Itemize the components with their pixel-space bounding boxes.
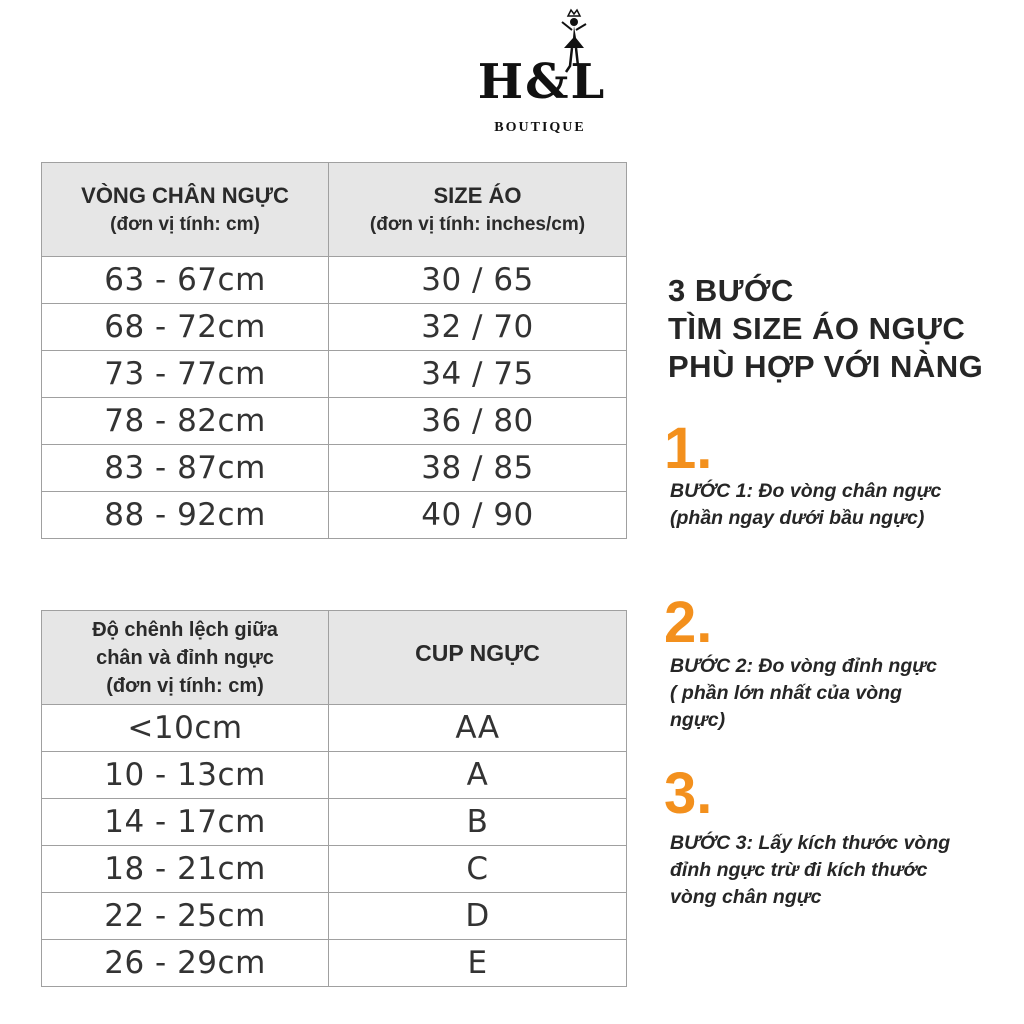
cup-cell: AA xyxy=(329,705,627,752)
headline-line: 3 BƯỚC xyxy=(668,273,794,308)
table-row xyxy=(42,398,627,445)
cup-header-title: CUP NGỰC xyxy=(415,639,540,666)
table-header-row xyxy=(42,163,627,257)
step-1-number: 1. xyxy=(664,416,713,481)
size-cell: 34 / 75 xyxy=(329,351,627,398)
difference-cell: 18 - 21cm xyxy=(42,846,329,893)
cup-column-header xyxy=(329,611,627,705)
table-row xyxy=(42,893,627,940)
size-cell: 36 / 80 xyxy=(329,398,627,445)
chest-cell: 83 - 87cm xyxy=(42,445,329,492)
chest-cell: 63 - 67cm xyxy=(42,257,329,304)
table-row xyxy=(42,752,627,799)
difference-cell: <10cm xyxy=(42,705,329,752)
table-row xyxy=(42,304,627,351)
table-row xyxy=(42,257,627,304)
step-3-number: 3. xyxy=(664,761,713,826)
difference-column-header xyxy=(42,611,329,705)
table-row xyxy=(42,492,627,539)
chest-header-title: VÒNG CHÂN NGỰC xyxy=(81,182,289,208)
chest-header-unit: (đơn vị tính: cm) xyxy=(110,213,260,235)
size-cell: 30 / 65 xyxy=(329,257,627,304)
step-text-line: BƯỚC 2: Đo vòng đỉnh ngực xyxy=(670,655,938,677)
chest-cell: 73 - 77cm xyxy=(42,351,329,398)
cup-cell: B xyxy=(329,799,627,846)
chest-cell: 88 - 92cm xyxy=(42,492,329,539)
band-size-table xyxy=(41,162,627,539)
step-text-line: vòng chân ngực xyxy=(670,886,822,908)
step-text-line: ( phần lớn nhất của vòng xyxy=(670,682,902,704)
difference-header-line1: Độ chênh lệch giữa xyxy=(92,618,278,641)
difference-cell: 10 - 13cm xyxy=(42,752,329,799)
table-row xyxy=(42,705,627,752)
table-row xyxy=(42,799,627,846)
difference-header-line2: chân và đỉnh ngực xyxy=(96,646,274,669)
step-2-number: 2. xyxy=(664,590,713,655)
size-cell: 32 / 70 xyxy=(329,304,627,351)
table-header-row xyxy=(42,611,627,705)
size-header-title: SIZE ÁO xyxy=(433,182,522,208)
size-column-header xyxy=(329,163,627,257)
step-1-text xyxy=(670,478,1015,532)
chest-column-header xyxy=(42,163,329,257)
size-cell: 40 / 90 xyxy=(329,492,627,539)
step-text-line: BƯỚC 1: Đo vòng chân ngực xyxy=(670,480,942,502)
difference-cell: 14 - 17cm xyxy=(42,799,329,846)
cup-cell: D xyxy=(329,893,627,940)
brand-subtitle: BOUTIQUE xyxy=(494,120,586,135)
step-text-line: (phần ngay dưới bầu ngực) xyxy=(670,507,925,529)
step-2-text xyxy=(670,653,1015,734)
step-text-line: BƯỚC 3: Lấy kích thước vòng xyxy=(670,832,951,854)
brand-mark: H&L xyxy=(477,54,607,110)
table-row xyxy=(42,846,627,893)
brand-logo xyxy=(440,8,640,134)
table-row xyxy=(42,445,627,492)
difference-cell: 26 - 29cm xyxy=(42,940,329,987)
step-3-text xyxy=(670,830,1015,911)
size-header-unit: (đơn vị tính: inches/cm) xyxy=(369,213,586,235)
table-row xyxy=(42,351,627,398)
difference-cell: 22 - 25cm xyxy=(42,893,329,940)
difference-header-unit: (đơn vị tính: cm) xyxy=(106,674,264,697)
guide-headline xyxy=(668,272,1018,386)
table-row xyxy=(42,940,627,987)
headline-line: PHÙ HỢP VỚI NÀNG xyxy=(668,349,984,384)
size-cell: 38 / 85 xyxy=(329,445,627,492)
step-text-line: ngực) xyxy=(670,709,726,731)
step-text-line: đỉnh ngực trừ đi kích thước xyxy=(670,859,928,881)
cup-size-table xyxy=(41,610,627,987)
chest-cell: 68 - 72cm xyxy=(42,304,329,351)
headline-line: TÌM SIZE ÁO NGỰC xyxy=(668,311,966,346)
chest-cell: 78 - 82cm xyxy=(42,398,329,445)
cup-cell: A xyxy=(329,752,627,799)
cup-cell: E xyxy=(329,940,627,987)
cup-cell: C xyxy=(329,846,627,893)
